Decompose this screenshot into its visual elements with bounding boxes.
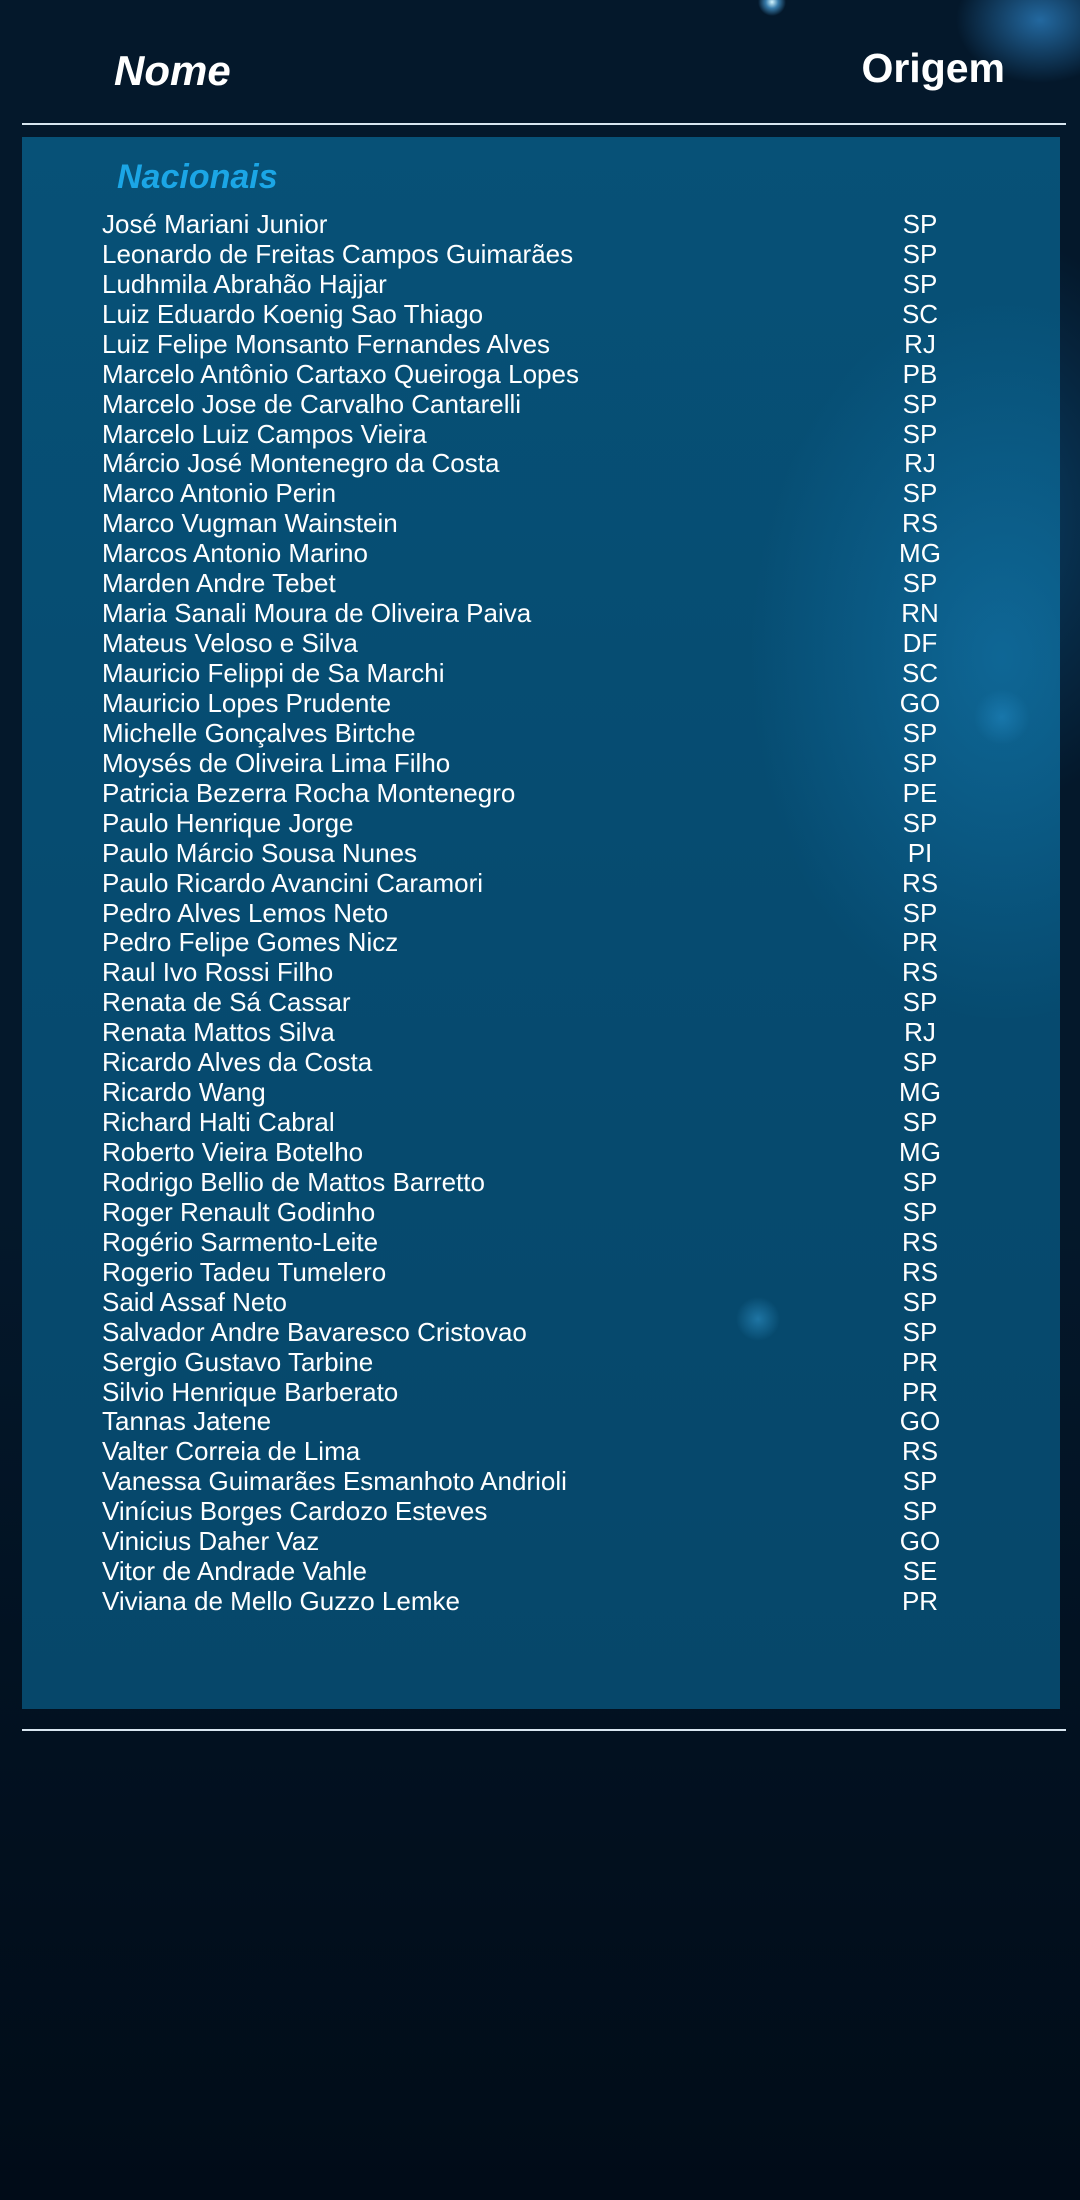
origin-state: SP xyxy=(902,1047,938,1078)
list-item xyxy=(102,688,1002,718)
person-name: Mauricio Felippi de Sa Marchi xyxy=(102,658,445,689)
list-item xyxy=(102,269,1002,299)
origin-state: SP xyxy=(902,238,938,269)
origin-state: RS xyxy=(901,1436,939,1467)
origin-state: SP xyxy=(902,1166,938,1197)
person-name: Rogerio Tadeu Tumelero xyxy=(102,1256,387,1287)
list-item xyxy=(102,1347,1002,1377)
list-item xyxy=(102,838,1002,868)
origin-state: MG xyxy=(899,1077,941,1108)
list-item xyxy=(102,868,1002,898)
list-item xyxy=(102,1317,1002,1347)
person-name: Roberto Vieira Botelho xyxy=(102,1137,364,1168)
list-item xyxy=(102,928,1002,958)
person-name: Vinícius Borges Cardozo Esteves xyxy=(102,1496,488,1527)
person-name: Pedro Alves Lemos Neto xyxy=(102,897,389,928)
person-name: Marcelo Jose de Carvalho Cantarelli xyxy=(102,388,522,419)
list-item xyxy=(102,329,1002,359)
list-item xyxy=(102,419,1002,449)
person-name: Marcos Antonio Marino xyxy=(102,538,368,569)
origin-state: DF xyxy=(902,628,938,659)
origin-state: SP xyxy=(902,747,938,778)
list-item xyxy=(102,718,1002,748)
origin-state: GO xyxy=(899,687,941,718)
list-item xyxy=(102,538,1002,568)
person-name: Rogério Sarmento-Leite xyxy=(102,1226,379,1257)
list-item xyxy=(102,1137,1002,1167)
person-name: Salvador Andre Bavaresco Cristovao xyxy=(102,1316,527,1347)
origin-state: SP xyxy=(902,1466,938,1497)
person-name: Marco Vugman Wainstein xyxy=(102,508,398,539)
person-name: Raul Ivo Rossi Filho xyxy=(102,957,334,988)
column-header-name: Nome xyxy=(114,47,231,94)
origin-state: RS xyxy=(901,957,939,988)
person-name: Marcelo Luiz Campos Vieira xyxy=(102,418,427,449)
person-name: Ricardo Wang xyxy=(102,1077,266,1108)
list-item xyxy=(102,209,1002,239)
origin-state: RJ xyxy=(904,328,936,359)
person-name: Luiz Felipe Monsanto Fernandes Alves xyxy=(102,328,551,359)
origin-state: SP xyxy=(902,1496,938,1527)
origin-state: SP xyxy=(902,208,938,239)
list-item xyxy=(102,1197,1002,1227)
origin-state: RS xyxy=(901,1226,939,1257)
list-item xyxy=(102,299,1002,329)
person-name: Mauricio Lopes Prudente xyxy=(102,687,392,718)
footer-divider xyxy=(22,1729,1066,1731)
origin-state: PR xyxy=(901,1376,939,1407)
origin-state: SP xyxy=(902,897,938,928)
person-name: Paulo Ricardo Avancini Caramori xyxy=(102,867,484,898)
person-name: Vanessa Guimarães Esmanhoto Andrioli xyxy=(102,1466,567,1497)
origin-state: SP xyxy=(902,1286,938,1317)
person-name: Leonardo de Freitas Campos Guimarães xyxy=(102,238,574,269)
origin-state: SC xyxy=(901,298,939,329)
list-item xyxy=(102,359,1002,389)
origin-state: PE xyxy=(902,777,938,808)
origin-state: MG xyxy=(899,1137,941,1168)
person-name: Tannas Jatene xyxy=(102,1406,272,1437)
list-item xyxy=(102,1227,1002,1257)
person-name: Mateus Veloso e Silva xyxy=(102,628,358,659)
person-name: Sergio Gustavo Tarbine xyxy=(102,1346,374,1377)
person-name: Marcelo Antônio Cartaxo Queiroga Lopes xyxy=(102,358,579,389)
list-item xyxy=(102,1377,1002,1407)
origin-state: GO xyxy=(899,1526,941,1557)
list-item xyxy=(102,1556,1002,1586)
origin-state: SE xyxy=(902,1556,938,1587)
column-header-origin: Origem xyxy=(861,45,1005,91)
origin-state: SP xyxy=(902,478,938,509)
origin-state: SP xyxy=(902,987,938,1018)
person-name: José Mariani Junior xyxy=(102,208,328,239)
origin-state: SP xyxy=(902,717,938,748)
list-item xyxy=(102,987,1002,1017)
list-item xyxy=(102,1407,1002,1437)
origin-state: PI xyxy=(907,837,933,868)
person-name: Viviana de Mello Guzzo Lemke xyxy=(102,1586,460,1617)
person-name: Vinicius Daher Vaz xyxy=(102,1526,320,1557)
list-item xyxy=(102,658,1002,688)
origin-state: RJ xyxy=(904,1017,936,1048)
list-item xyxy=(102,1436,1002,1466)
person-name: Renata Mattos Silva xyxy=(102,1017,335,1048)
list-item xyxy=(102,898,1002,928)
origin-state: RS xyxy=(901,867,939,898)
origin-state: SP xyxy=(902,388,938,419)
person-name: Rodrigo Bellio de Mattos Barretto xyxy=(102,1166,485,1197)
origin-state: RS xyxy=(901,508,939,539)
origin-state: PR xyxy=(901,1346,939,1377)
names-list xyxy=(102,209,1002,1616)
list-item xyxy=(102,1586,1002,1616)
list-item xyxy=(102,598,1002,628)
person-name: Luiz Eduardo Koenig Sao Thiago xyxy=(102,298,484,329)
person-name: Michelle Gonçalves Birtche xyxy=(102,717,416,748)
list-item xyxy=(102,1257,1002,1287)
person-name: Paulo Márcio Sousa Nunes xyxy=(102,837,418,868)
person-name: Richard Halti Cabral xyxy=(102,1107,335,1138)
person-name: Moysés de Oliveira Lima Filho xyxy=(102,747,451,778)
person-name: Said Assaf Neto xyxy=(102,1286,287,1317)
person-name: Silvio Henrique Barberato xyxy=(102,1376,399,1407)
list-item xyxy=(102,449,1002,479)
list-item xyxy=(102,808,1002,838)
origin-state: RJ xyxy=(904,448,936,479)
origin-state: GO xyxy=(899,1406,941,1437)
person-name: Paulo Henrique Jorge xyxy=(102,807,354,838)
origin-state: SP xyxy=(902,807,938,838)
list-item xyxy=(102,1287,1002,1317)
person-name: Renata de Sá Cassar xyxy=(102,987,351,1018)
person-name: Maria Sanali Moura de Oliveira Paiva xyxy=(102,598,532,629)
origin-state: SP xyxy=(902,1196,938,1227)
origin-state: SP xyxy=(902,1107,938,1138)
list-item xyxy=(102,239,1002,269)
origin-state: RN xyxy=(901,598,939,629)
origin-state: RS xyxy=(901,1256,939,1287)
origin-state: PR xyxy=(901,1586,939,1617)
list-item xyxy=(102,1466,1002,1496)
origin-state: MG xyxy=(899,538,941,569)
list-item xyxy=(102,1107,1002,1137)
origin-state: SP xyxy=(902,568,938,599)
origin-state: SC xyxy=(901,658,939,689)
person-name: Márcio José Montenegro da Costa xyxy=(102,448,500,479)
person-name: Marco Antonio Perin xyxy=(102,478,337,509)
table-header xyxy=(0,0,1080,124)
list-item xyxy=(102,1017,1002,1047)
list-item xyxy=(102,1047,1002,1077)
person-name: Valter Correia de Lima xyxy=(102,1436,361,1467)
origin-state: SP xyxy=(902,268,938,299)
list-item xyxy=(102,748,1002,778)
list-item xyxy=(102,478,1002,508)
person-name: Roger Renault Godinho xyxy=(102,1196,376,1227)
origin-state: SP xyxy=(902,1316,938,1347)
header-divider xyxy=(22,123,1066,125)
names-panel xyxy=(22,137,1060,1709)
person-name: Ludhmila Abrahão Hajjar xyxy=(102,268,387,299)
origin-state: SP xyxy=(902,418,938,449)
origin-state: PB xyxy=(902,358,938,389)
person-name: Marden Andre Tebet xyxy=(102,568,336,599)
person-name: Pedro Felipe Gomes Nicz xyxy=(102,927,399,958)
list-item xyxy=(102,957,1002,987)
origin-state: PR xyxy=(901,927,939,958)
person-name: Patricia Bezerra Rocha Montenegro xyxy=(102,777,516,808)
list-item xyxy=(102,568,1002,598)
list-item xyxy=(102,1167,1002,1197)
person-name: Vitor de Andrade Vahle xyxy=(102,1556,368,1587)
list-item xyxy=(102,389,1002,419)
list-item xyxy=(102,778,1002,808)
list-item xyxy=(102,508,1002,538)
section-title: Nacionais xyxy=(117,158,278,196)
list-item xyxy=(102,628,1002,658)
list-item xyxy=(102,1496,1002,1526)
list-item xyxy=(102,1077,1002,1107)
person-name: Ricardo Alves da Costa xyxy=(102,1047,373,1078)
list-item xyxy=(102,1526,1002,1556)
